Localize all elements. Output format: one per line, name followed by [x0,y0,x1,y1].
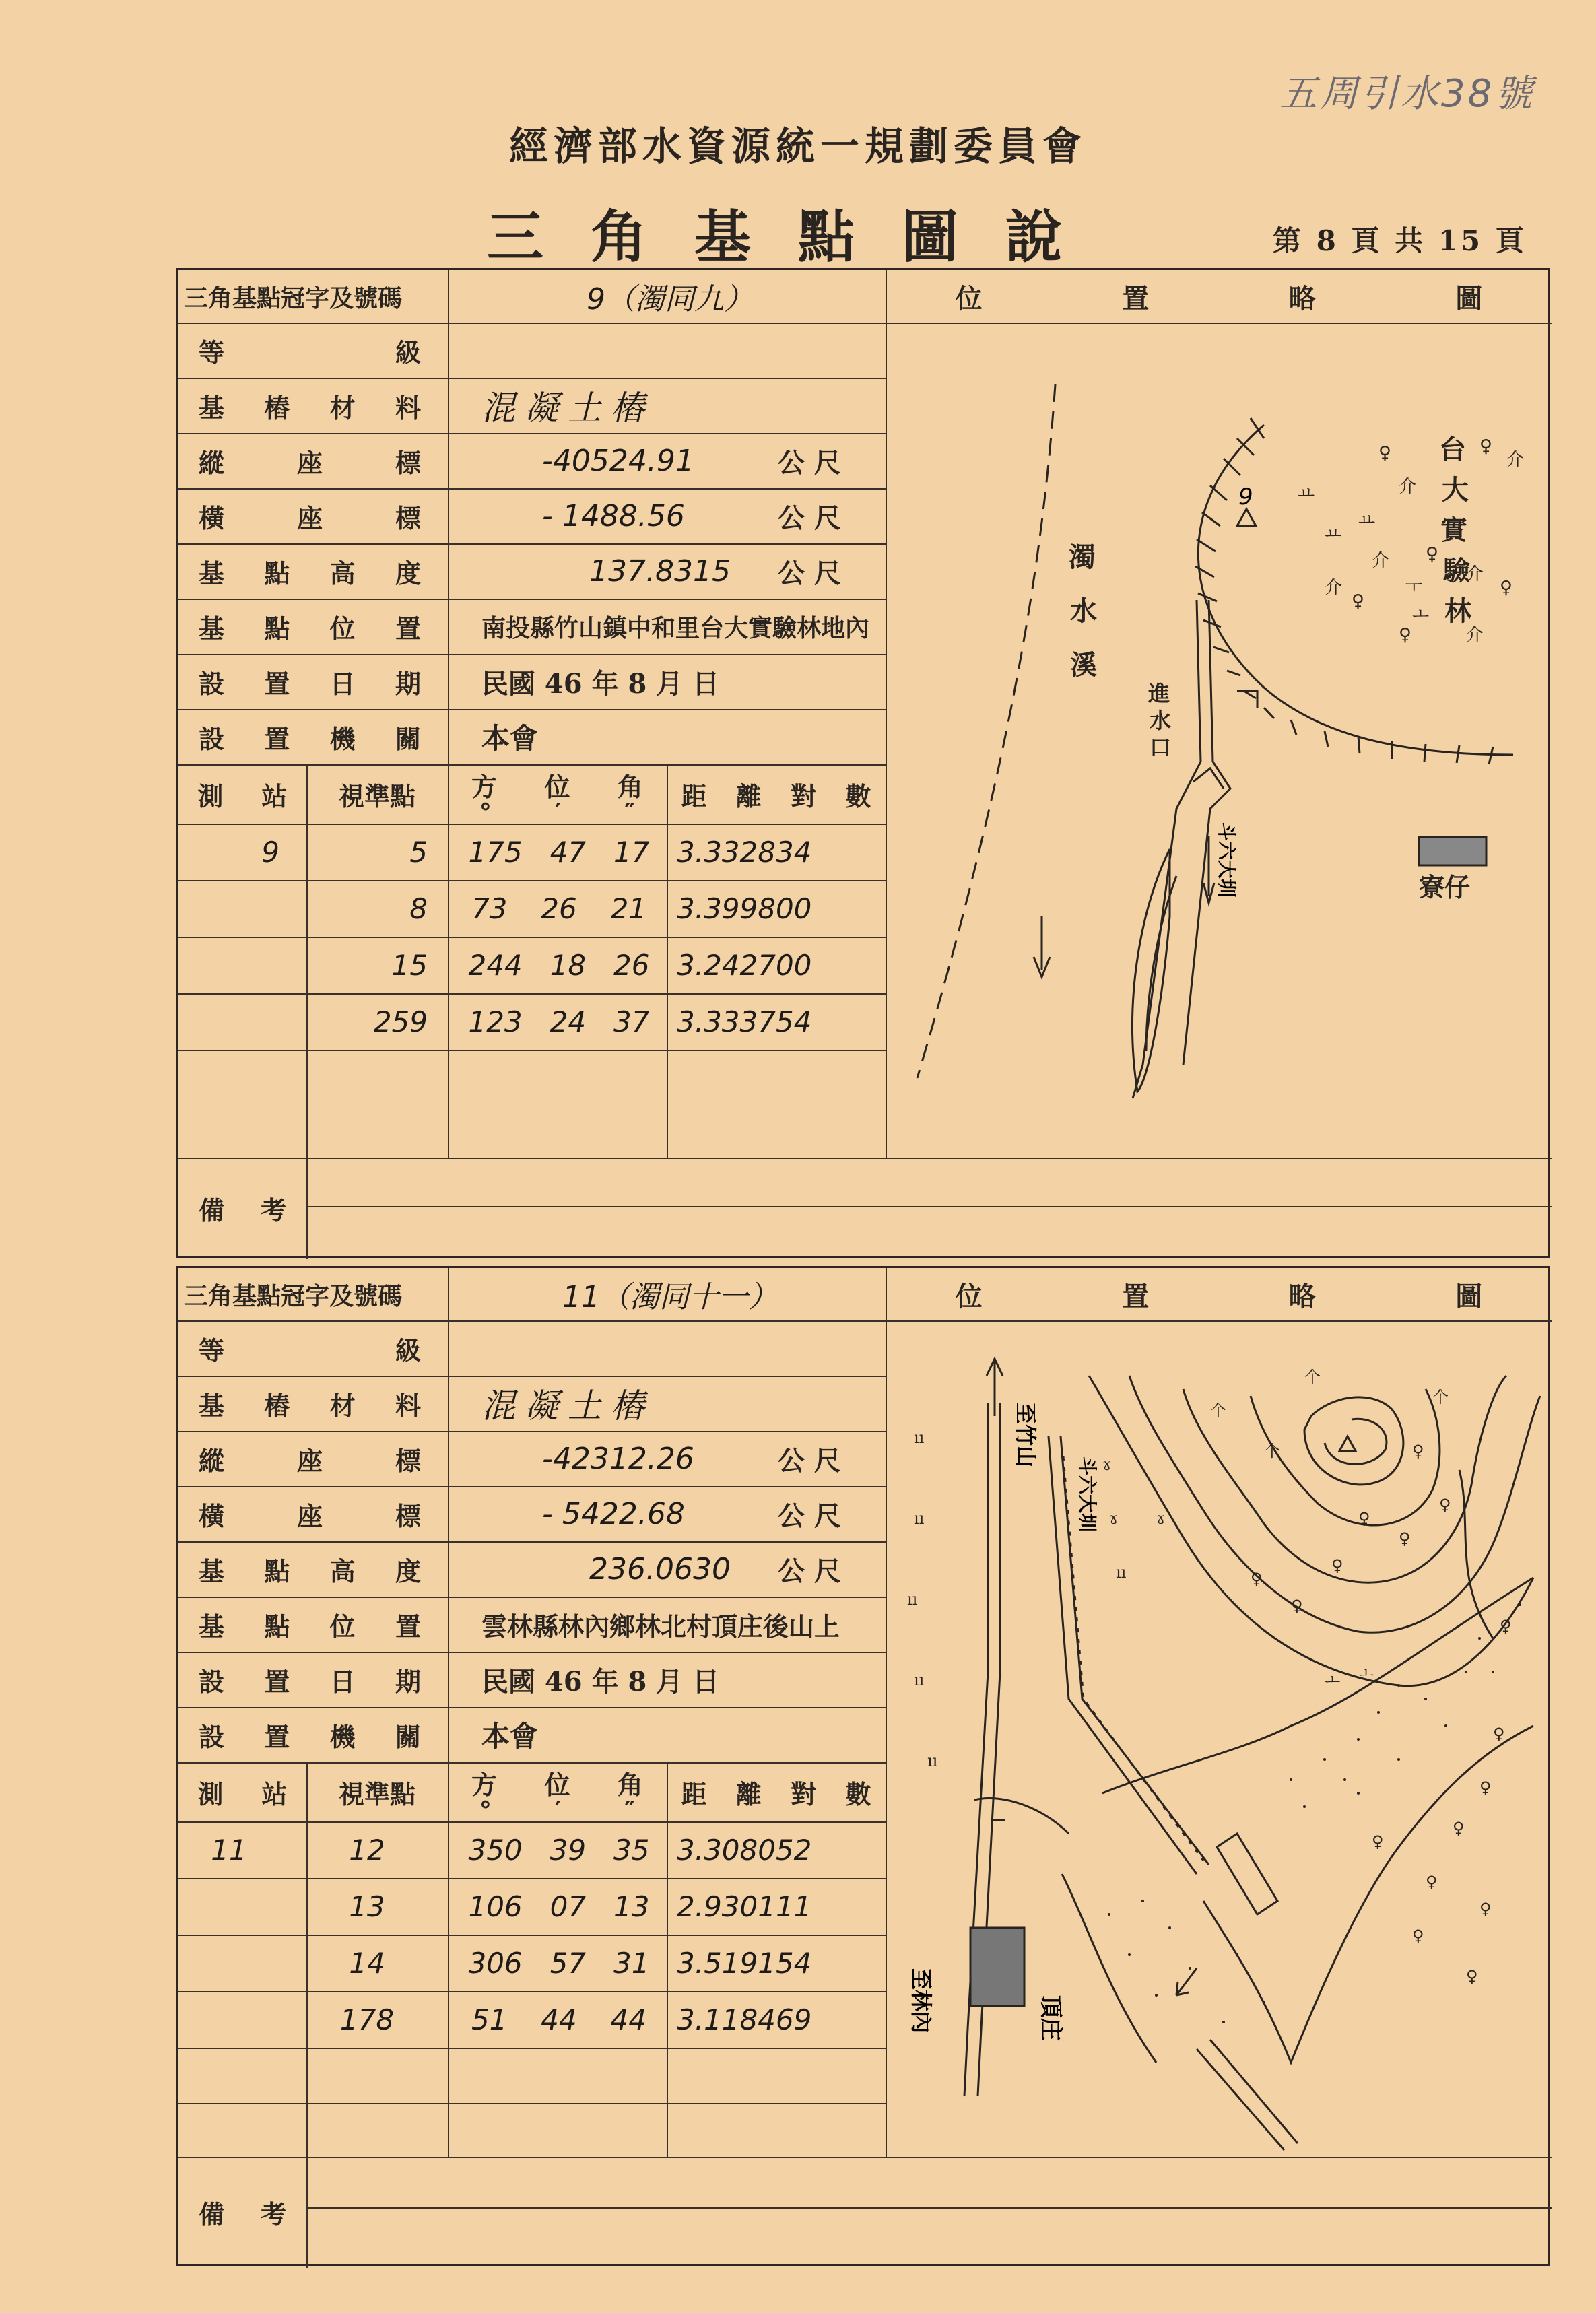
svg-text:ıı: ıı [927,1751,938,1770]
label-date: 設 置 日 期 [199,668,421,699]
contour-3 [1183,1376,1506,1582]
svg-text:♀: ♀ [1453,1819,1465,1838]
svg-text:濁: 濁 [1069,541,1096,573]
svg-text:♀: ♀ [1358,1509,1370,1528]
svg-text:♀: ♀ [1352,591,1365,611]
label-code: 三角基點冠字及號碼 [184,1281,403,1310]
date-value: 民國 46 年 8 月 日 [481,1665,720,1698]
svg-text:♀: ♀ [1378,443,1392,463]
contour-summit [1304,1397,1403,1485]
svg-text:♀: ♀ [1291,1597,1303,1615]
triangulation-point-triangle [1339,1436,1356,1451]
svg-text:♀: ♀ [1479,1778,1492,1797]
header-azimuth: 方 位 角 [471,1769,643,1800]
svg-text:ıı: ıı [914,1428,925,1447]
azimuth-value: 51 44 44 [471,2003,647,2036]
label-north: 縱 座 標 [199,447,421,478]
svg-text:ıı: ıı [914,1509,925,1528]
road-label-north: 至竹山 [1013,1403,1038,1468]
label-north: 縱 座 標 [199,1445,421,1476]
label-code: 三角基點冠字及號碼 [184,283,403,312]
label-location: 基 點 位 置 [199,613,421,644]
azimuth-unit-marks: ° ′ ″ [479,1797,636,1825]
azimuth-value: 306 57 31 [468,1946,650,1980]
svg-text:ıı: ıı [907,1590,918,1609]
triangulation-point-triangle [1237,509,1256,526]
azimuth-value: 244 18 26 [468,948,650,982]
agency-value: 本會 [481,1720,539,1753]
map-title: 位 置 略 圖 [955,1280,1483,1312]
label-east: 橫 座 標 [199,1500,421,1531]
header-station: 測 站 [197,780,288,811]
svg-text:♀: ♀ [1412,1926,1424,1945]
svg-text:ㅜ: ㅜ [1405,578,1423,598]
location-value: 南投縣竹山鎮中和里台大實驗林地內 [481,613,870,642]
svg-text:寮仔: 寮仔 [1419,872,1471,902]
label-material: 基 樁 材 料 [199,1390,421,1421]
label-elevation: 基 點 高 度 [199,558,421,589]
location-sketch-map [887,324,1551,1156]
canal-lines [1049,1436,1209,1874]
distance-log-value: 3.333754 [677,1005,812,1038]
svg-text:个: 个 [1432,1388,1449,1407]
target-value: 259 [373,1005,428,1038]
azimuth-value: 106 07 13 [468,1889,650,1923]
svg-text:♀: ♀ [1331,1556,1343,1575]
east-unit: 公 尺 [778,1500,841,1532]
target-value: 12 [349,1833,385,1867]
canal-outer-line [1133,600,1201,1098]
svg-text:♀: ♀ [1399,625,1412,645]
distance-log-value: 3.332834 [677,835,812,869]
canal-label: 斗六大圳 [1216,822,1238,898]
svg-text:♀: ♀ [1439,1496,1451,1514]
svg-text:介: 介 [1399,477,1417,497]
svg-text:♀: ♀ [1426,1873,1438,1891]
svg-text:水: 水 [1150,708,1172,733]
svg-text:介: 介 [1466,564,1484,584]
north-coordinate-value: -40524.91 [542,443,694,478]
page-number: 第 8 頁 共 15 頁 [1273,224,1527,257]
svg-text:溪: 溪 [1070,649,1097,681]
sandbar-outline [1133,849,1170,1092]
svg-text:林: 林 [1444,595,1471,627]
label-grade: 等 級 [199,1335,421,1366]
svg-text:口: 口 [1150,735,1172,760]
azimuth-value: 123 24 37 [468,1005,650,1038]
north-unit: 公 尺 [778,446,841,479]
svg-text:ㅛ: ㅛ [1325,524,1342,544]
label-east: 橫 座 標 [199,502,421,533]
distance-log-value: 3.519154 [677,1946,812,1980]
svg-text:ㅛ: ㅛ [1358,510,1376,531]
header-station: 測 站 [197,1778,288,1809]
header-distance-log: 距 離 對 數 [681,1778,871,1809]
header-azimuth: 方 位 角 [471,771,643,802]
svg-text:進: 進 [1148,681,1170,706]
svg-text:♀: ♀ [1412,1442,1424,1461]
svg-text:ıı: ıı [914,1671,925,1689]
label-material: 基 樁 材 料 [199,392,421,423]
stream-bank-south [1062,1726,1533,2063]
svg-text:ɤ: ɤ [1156,1509,1166,1528]
village-building-symbol [970,1928,1024,2006]
target-value: 8 [409,892,428,925]
target-value: 14 [349,1946,385,1980]
elevation-value: 137.8315 [589,554,731,589]
location-sketch-map [887,1322,1551,2155]
record-panel-1 [176,268,1550,1258]
svg-text:大: 大 [1442,474,1469,506]
station-value: 9 [261,835,279,869]
agency-value: 本會 [481,722,539,755]
river-bank-line [917,384,1055,1078]
location-value: 雲林縣林內鄉林北村頂庄後山上 [481,1611,840,1642]
point-code-value: 11（濁同十一） [562,1280,778,1314]
svg-text:ɤ: ɤ [1102,1455,1112,1474]
point-code-value: 9（濁同九） [587,282,754,316]
svg-text:个: 个 [1264,1442,1280,1461]
svg-text:ㅗ: ㅗ [1358,1664,1374,1683]
svg-text:♀: ♀ [1479,436,1493,457]
organization-name: 經濟部水資源統一規劃委員會 [508,123,1087,169]
contour-2 [1129,1376,1540,1632]
label-elevation: 基 點 高 度 [199,1555,421,1586]
label-remarks: 備 考 [199,2199,286,2230]
village-label: 頂庄 [1037,1995,1064,2041]
material-value: 混凝土樁 [481,389,654,428]
svg-text:♀: ♀ [1426,544,1439,564]
bridge-outline [1217,1834,1277,1914]
azimuth-value: 175 47 17 [468,835,650,869]
date-value: 民國 46 年 8 月 日 [481,667,720,700]
azimuth-value: 73 26 21 [471,892,647,925]
distance-log-value: 2.930111 [677,1889,812,1923]
target-value: 178 [339,2003,395,2036]
svg-text:水: 水 [1070,595,1097,627]
svg-text:个: 个 [1304,1368,1321,1386]
label-agency: 設 置 機 關 [199,1721,421,1752]
svg-text:介: 介 [1466,625,1484,645]
svg-text:台: 台 [1439,434,1466,465]
material-value: 混凝土樁 [481,1386,654,1426]
road-label-south: 至林內 [908,1968,934,2034]
contour-1 [1089,1376,1533,1686]
svg-text:♀: ♀ [1493,1724,1505,1743]
north-coordinate-value: -42312.26 [542,1441,694,1476]
station-value: 11 [211,1833,247,1867]
svg-text:ıı: ıı [1116,1563,1127,1582]
svg-text:介: 介 [1372,551,1390,571]
record-panel-2 [176,1266,1550,2266]
svg-text:♀: ♀ [1479,1900,1492,1918]
svg-text:ɤ: ɤ [1109,1509,1119,1528]
stream-bank-north [1102,1578,1533,1793]
label-location: 基 點 位 置 [199,1611,421,1642]
north-unit: 公 尺 [778,1444,841,1477]
east-coordinate-value: - 1488.56 [542,498,685,533]
svg-text:ㅗ: ㅗ [1325,1671,1341,1689]
handwritten-corner-note: 五周引水38號 [1279,72,1535,116]
distance-log-value: 3.118469 [677,2003,812,2036]
svg-text:驗: 驗 [1443,555,1470,586]
svg-text:♀: ♀ [1466,1967,1478,1986]
header-target: 視準點 [338,780,415,811]
header-distance-log: 距 離 對 數 [681,780,871,811]
elevation-value: 236.0630 [589,1551,731,1586]
target-value: 15 [391,948,428,982]
map-title: 位 置 略 圖 [955,282,1483,314]
distance-log-value: 3.242700 [677,948,812,982]
elevation-unit: 公 尺 [778,557,841,589]
distance-log-value: 3.399800 [677,892,812,925]
east-unit: 公 尺 [778,502,841,534]
elevation-unit: 公 尺 [778,1555,841,1587]
azimuth-value: 350 39 35 [468,1833,650,1867]
target-value: 13 [349,1889,385,1923]
svg-text:實: 實 [1440,514,1467,546]
distance-log-value: 3.308052 [677,1833,812,1867]
label-date: 設 置 日 期 [199,1666,421,1697]
svg-text:♀: ♀ [1372,1832,1384,1851]
svg-text:♀: ♀ [1500,578,1513,598]
hut-symbol [1419,837,1486,865]
svg-text:介: 介 [1506,450,1525,470]
svg-text:介: 介 [1325,578,1343,598]
svg-text:个: 个 [1210,1401,1226,1420]
target-value: 5 [409,835,428,869]
svg-text:ㅛ: ㅛ [1298,483,1315,504]
east-coordinate-value: - 5422.68 [542,1496,685,1531]
label-remarks: 備 考 [199,1195,286,1226]
canal-label: 斗六大圳 [1076,1456,1098,1533]
svg-text:♀: ♀ [1500,1617,1512,1636]
map-point-number: 9 [1238,483,1253,510]
azimuth-unit-marks: ° ′ ″ [479,799,636,827]
label-agency: 設 置 機 關 [199,723,421,754]
svg-text:♀: ♀ [1251,1570,1263,1588]
header-target: 視準點 [338,1778,415,1809]
lower-canal-lines [1197,2040,1298,2150]
svg-text:ㅗ: ㅗ [1412,605,1430,625]
document-title: 三角基點圖說 [486,203,1109,270]
hill-hachure [1195,418,1493,764]
svg-text:♀: ♀ [1399,1529,1411,1548]
label-grade: 等 級 [199,337,421,368]
